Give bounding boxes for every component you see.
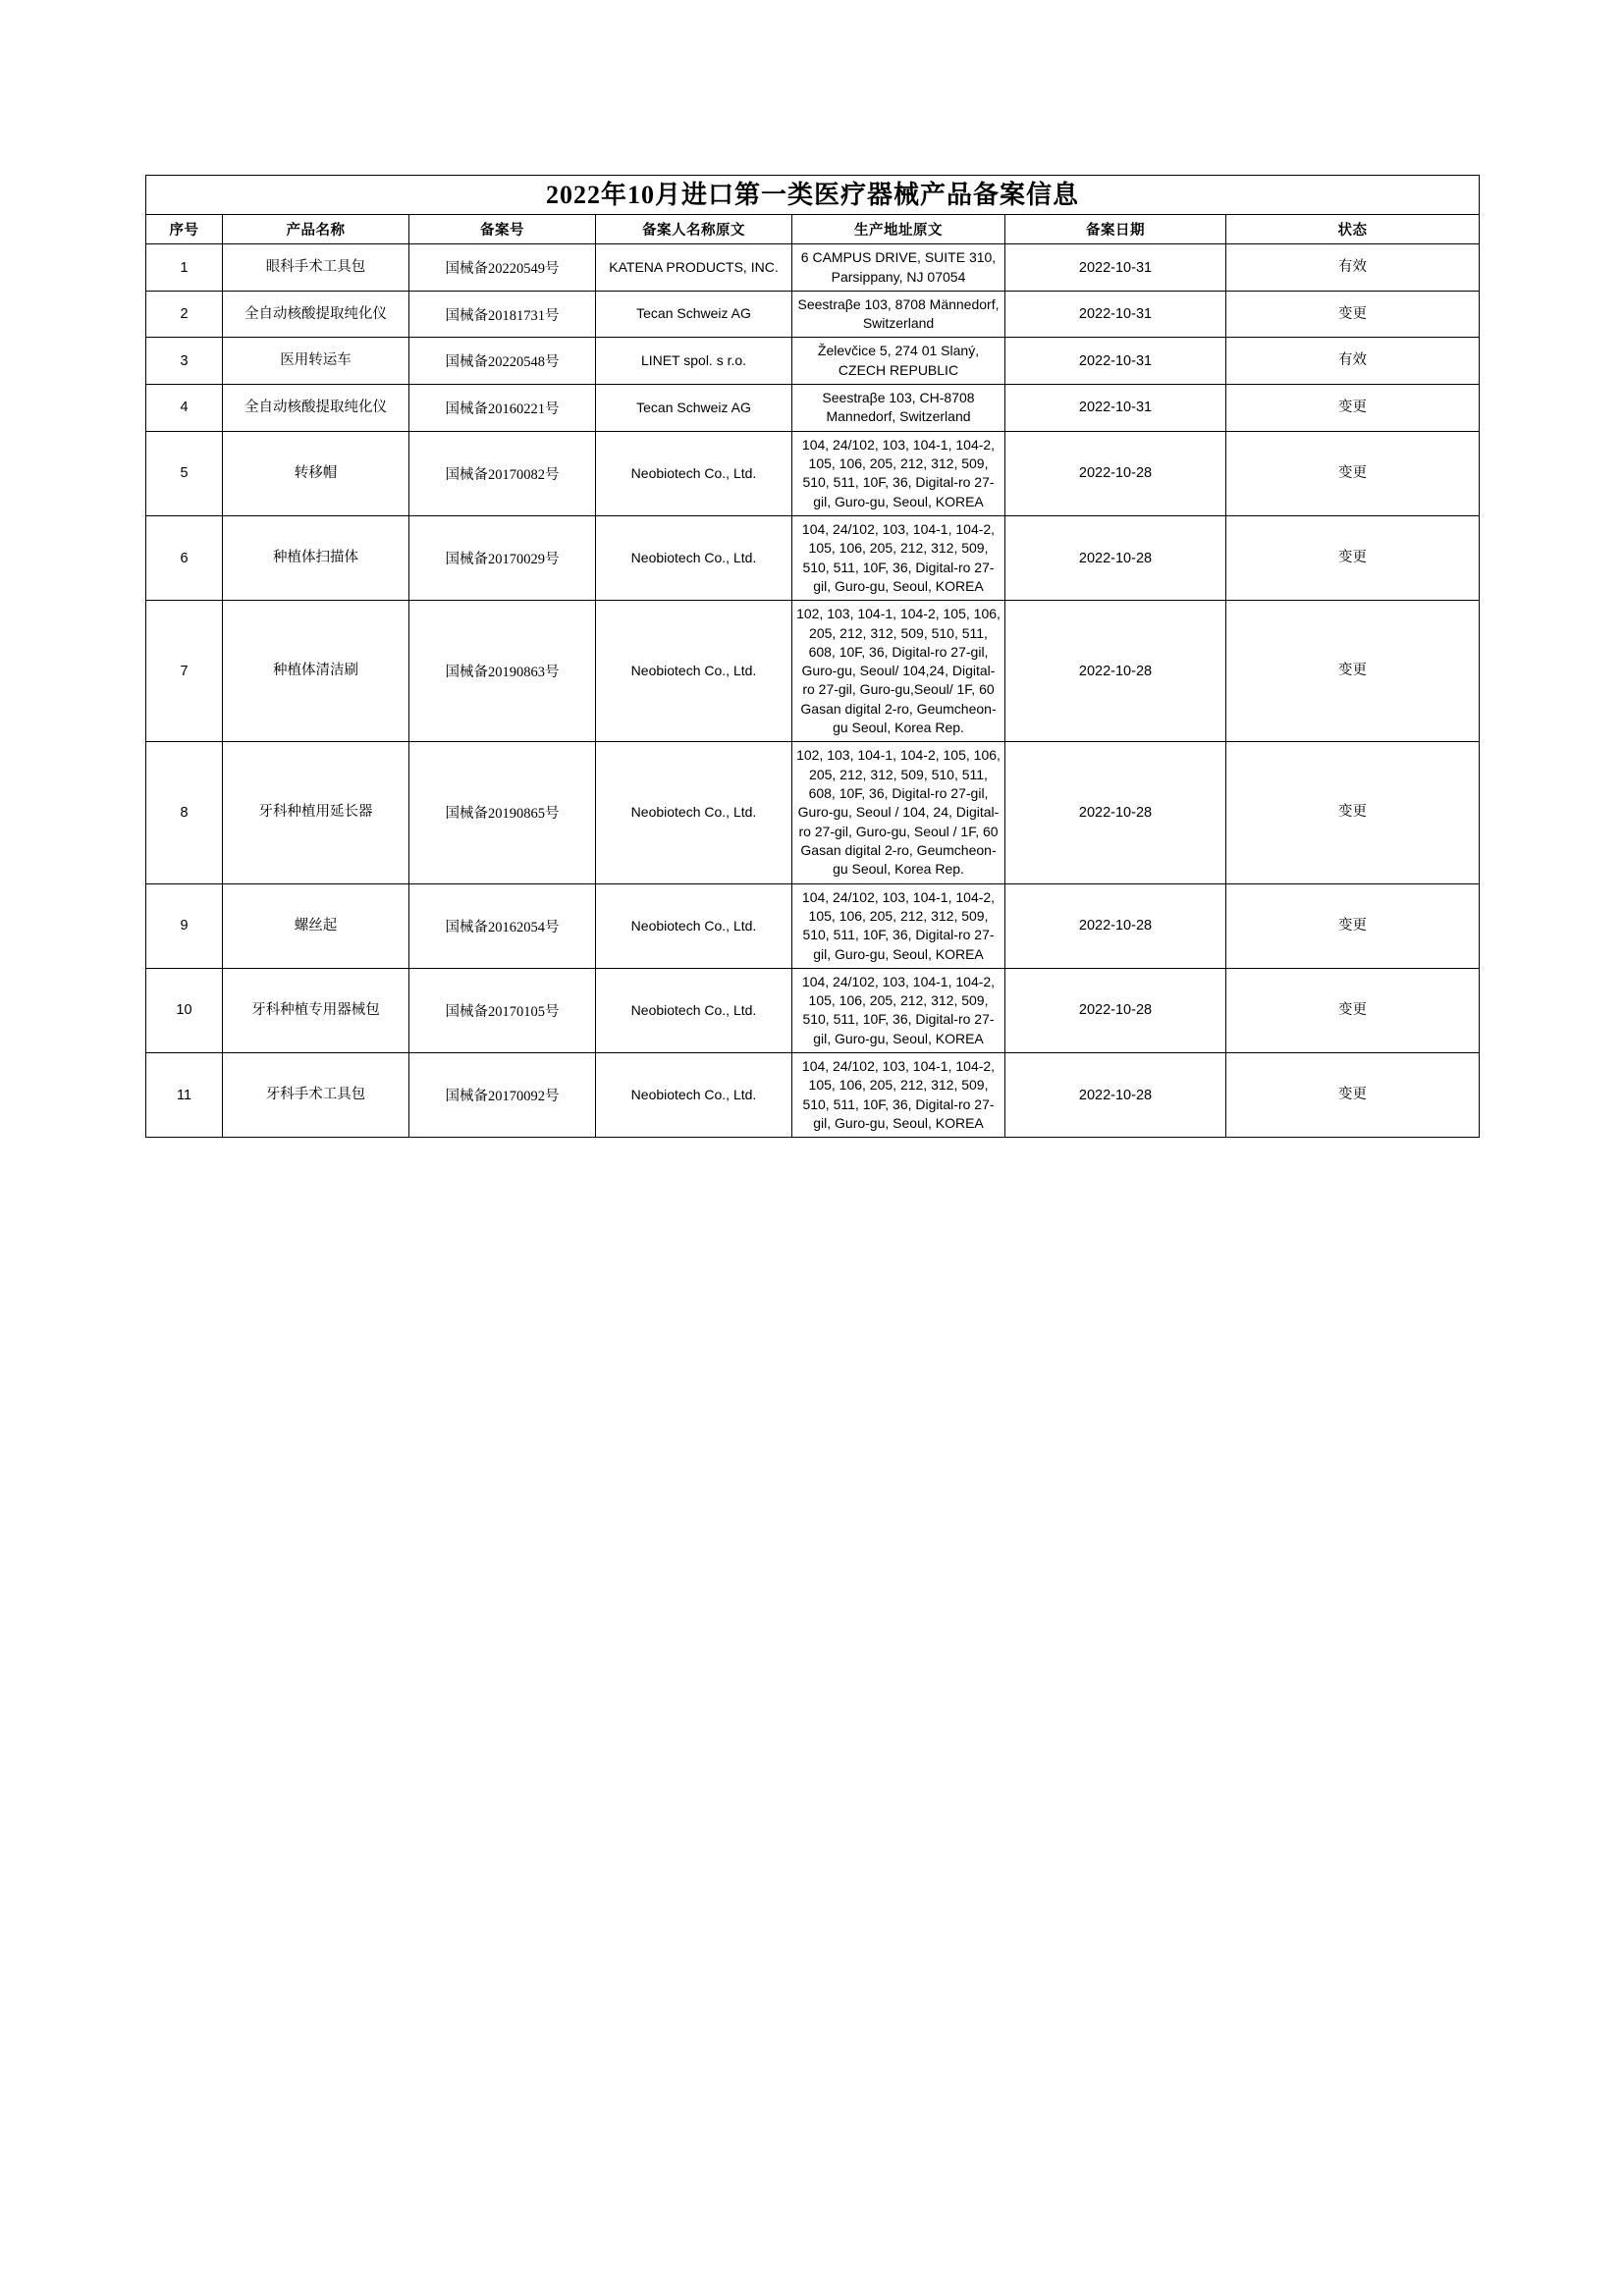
cell-index: 3 — [146, 338, 223, 385]
cell-product: 牙科手术工具包 — [223, 1053, 409, 1138]
cell-product: 转移帽 — [223, 431, 409, 515]
cell-product: 眼科手术工具包 — [223, 244, 409, 292]
table-row — [146, 883, 1480, 968]
cell-date: 2022-10-31 — [1005, 244, 1226, 292]
table-row — [146, 515, 1480, 600]
page-title: 2022年10月进口第一类医疗器械产品备案信息 — [146, 176, 1480, 215]
cell-holder: Neobiotech Co., Ltd. — [596, 883, 792, 968]
cell-address: 104, 24/102, 103, 104-1, 104-2, 105, 106, 205, 212, 312, 509, 510, 511, 10F, 36, Digital-ro 27-gil, Guro-gu, Seoul, KOREA — [792, 1053, 1005, 1138]
cell-index: 2 — [146, 291, 223, 338]
cell-date: 2022-10-31 — [1005, 385, 1226, 432]
cell-status: 变更 — [1226, 601, 1480, 742]
cell-status: 变更 — [1226, 291, 1480, 338]
cell-index: 9 — [146, 883, 223, 968]
cell-address: Seestraβe 103, 8708 Männedorf, Switzerland — [792, 291, 1005, 338]
cell-product: 牙科种植专用器械包 — [223, 968, 409, 1052]
cell-record-no: 国械备20170029号 — [409, 515, 596, 600]
cell-holder: Neobiotech Co., Ltd. — [596, 431, 792, 515]
record-table — [145, 175, 1480, 1138]
cell-product: 医用转运车 — [223, 338, 409, 385]
column-header-date: 备案日期 — [1005, 215, 1226, 244]
cell-record-no: 国械备20170082号 — [409, 431, 596, 515]
cell-record-no: 国械备20220549号 — [409, 244, 596, 292]
cell-address: 102, 103, 104-1, 104-2, 105, 106, 205, 212, 312, 509, 510, 511, 608, 10F, 36, Digital-ro 27-gil, Guro-gu, Seoul/ 104,24, Digital-ro 27-gil, Guro-gu,Seoul/ 1F, 60 Gasan digital 2-ro, Geumcheon-gu Seoul, Korea Rep. — [792, 601, 1005, 742]
table-row — [146, 291, 1480, 338]
table-row — [146, 968, 1480, 1052]
cell-address: 104, 24/102, 103, 104-1, 104-2, 105, 106, 205, 212, 312, 509, 510, 511, 10F, 36, Digital-ro 27-gil, Guro-gu, Seoul, KOREA — [792, 431, 1005, 515]
column-header-address: 生产地址原文 — [792, 215, 1005, 244]
cell-product: 全自动核酸提取纯化仪 — [223, 291, 409, 338]
cell-index: 10 — [146, 968, 223, 1052]
cell-holder: Neobiotech Co., Ltd. — [596, 601, 792, 742]
cell-record-no: 国械备20190865号 — [409, 742, 596, 883]
cell-holder: Neobiotech Co., Ltd. — [596, 742, 792, 883]
cell-product: 全自动核酸提取纯化仪 — [223, 385, 409, 432]
cell-address: Želevčice 5, 274 01 Slaný, CZECH REPUBLIC — [792, 338, 1005, 385]
table-row — [146, 385, 1480, 432]
column-header-status: 状态 — [1226, 215, 1480, 244]
cell-holder: KATENA PRODUCTS, INC. — [596, 244, 792, 292]
cell-address: 102, 103, 104-1, 104-2, 105, 106, 205, 212, 312, 509, 510, 511, 608, 10F, 36, Digital-ro 27-gil, Guro-gu, Seoul / 104, 24, Digital-ro 27-gil, Guro-gu, Seoul / 1F, 60 Gasan digital 2-ro, Geumcheon-gu Seoul, Korea Rep. — [792, 742, 1005, 883]
table-row — [146, 338, 1480, 385]
cell-status: 变更 — [1226, 385, 1480, 432]
cell-status: 变更 — [1226, 883, 1480, 968]
cell-address: 104, 24/102, 103, 104-1, 104-2, 105, 106, 205, 212, 312, 509, 510, 511, 10F, 36, Digital-ro 27-gil, Guro-gu, Seoul, KOREA — [792, 968, 1005, 1052]
cell-date: 2022-10-28 — [1005, 742, 1226, 883]
cell-record-no: 国械备20162054号 — [409, 883, 596, 968]
cell-holder: Neobiotech Co., Ltd. — [596, 515, 792, 600]
cell-date: 2022-10-28 — [1005, 431, 1226, 515]
cell-record-no: 国械备20190863号 — [409, 601, 596, 742]
cell-record-no: 国械备20170105号 — [409, 968, 596, 1052]
column-header-product: 产品名称 — [223, 215, 409, 244]
table-row — [146, 601, 1480, 742]
cell-status: 变更 — [1226, 431, 1480, 515]
cell-holder: LINET spol. s r.o. — [596, 338, 792, 385]
table-row — [146, 742, 1480, 883]
cell-record-no: 国械备20160221号 — [409, 385, 596, 432]
cell-index: 5 — [146, 431, 223, 515]
table-header — [146, 176, 1480, 244]
cell-product: 种植体清洁刷 — [223, 601, 409, 742]
cell-record-no: 国械备20220548号 — [409, 338, 596, 385]
table-row — [146, 431, 1480, 515]
table-row — [146, 1053, 1480, 1138]
cell-index: 4 — [146, 385, 223, 432]
cell-holder: Tecan Schweiz AG — [596, 385, 792, 432]
column-header-index: 序号 — [146, 215, 223, 244]
cell-product: 种植体扫描体 — [223, 515, 409, 600]
cell-date: 2022-10-28 — [1005, 515, 1226, 600]
record-table-container — [145, 175, 1479, 1138]
column-header-holder: 备案人名称原文 — [596, 215, 792, 244]
cell-status: 变更 — [1226, 742, 1480, 883]
cell-holder: Neobiotech Co., Ltd. — [596, 968, 792, 1052]
cell-date: 2022-10-31 — [1005, 291, 1226, 338]
cell-address: 104, 24/102, 103, 104-1, 104-2, 105, 106, 205, 212, 312, 509, 510, 511, 10F, 36, Digital-ro 27-gil, Guro-gu, Seoul, KOREA — [792, 515, 1005, 600]
title-row — [146, 176, 1480, 215]
cell-status: 变更 — [1226, 1053, 1480, 1138]
cell-holder: Tecan Schweiz AG — [596, 291, 792, 338]
cell-address: 104, 24/102, 103, 104-1, 104-2, 105, 106, 205, 212, 312, 509, 510, 511, 10F, 36, Digital-ro 27-gil, Guro-gu, Seoul, KOREA — [792, 883, 1005, 968]
cell-index: 8 — [146, 742, 223, 883]
cell-index: 11 — [146, 1053, 223, 1138]
cell-date: 2022-10-28 — [1005, 968, 1226, 1052]
cell-date: 2022-10-28 — [1005, 1053, 1226, 1138]
cell-status: 变更 — [1226, 515, 1480, 600]
cell-status: 有效 — [1226, 338, 1480, 385]
cell-record-no: 国械备20181731号 — [409, 291, 596, 338]
cell-date: 2022-10-31 — [1005, 338, 1226, 385]
cell-date: 2022-10-28 — [1005, 601, 1226, 742]
cell-product: 螺丝起 — [223, 883, 409, 968]
cell-holder: Neobiotech Co., Ltd. — [596, 1053, 792, 1138]
cell-status: 有效 — [1226, 244, 1480, 292]
table-body — [146, 244, 1480, 1138]
cell-index: 6 — [146, 515, 223, 600]
cell-address: Seestraβe 103, CH-8708 Mannedorf, Switzerland — [792, 385, 1005, 432]
table-row — [146, 244, 1480, 292]
cell-index: 7 — [146, 601, 223, 742]
cell-product: 牙科种植用延长器 — [223, 742, 409, 883]
cell-index: 1 — [146, 244, 223, 292]
column-header-row — [146, 215, 1480, 244]
cell-status: 变更 — [1226, 968, 1480, 1052]
cell-address: 6 CAMPUS DRIVE, SUITE 310, Parsippany, NJ 07054 — [792, 244, 1005, 292]
cell-record-no: 国械备20170092号 — [409, 1053, 596, 1138]
column-header-record-no: 备案号 — [409, 215, 596, 244]
cell-date: 2022-10-28 — [1005, 883, 1226, 968]
